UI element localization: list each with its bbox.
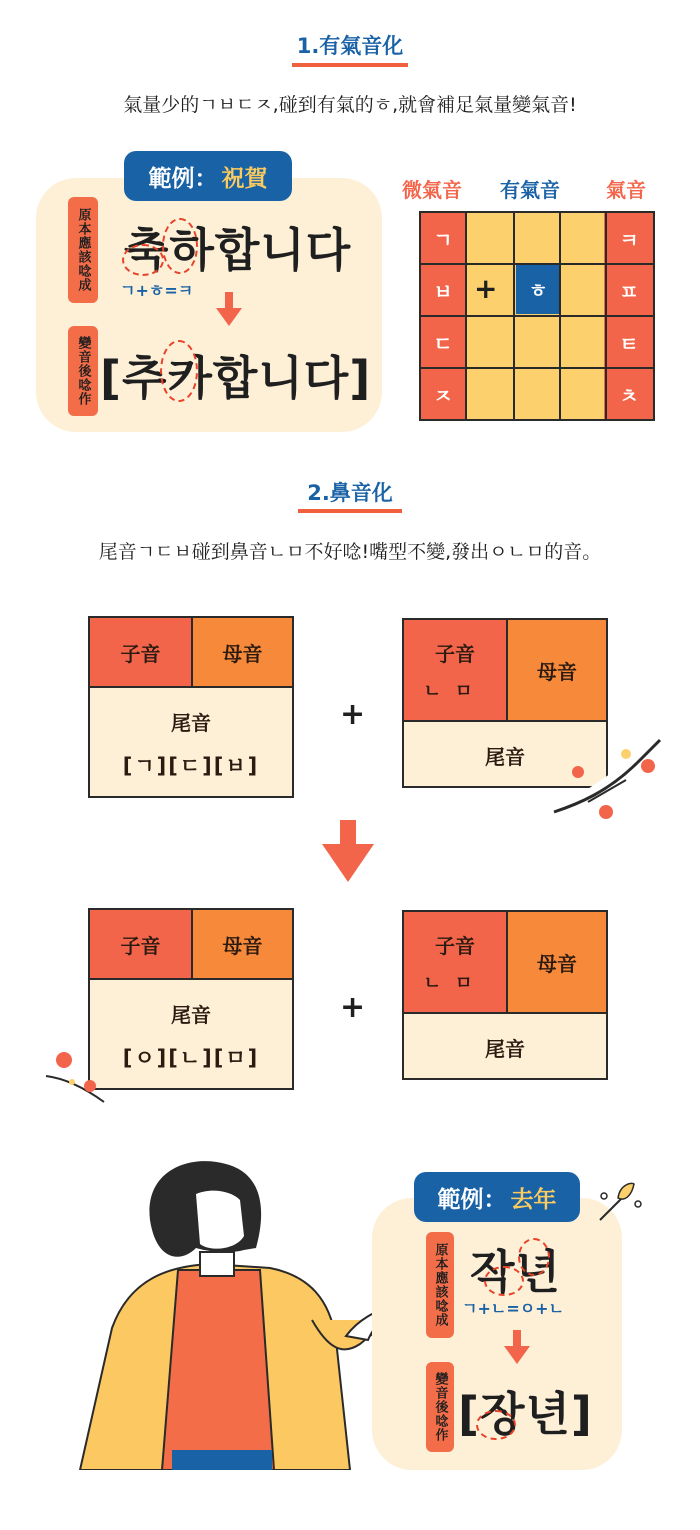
original-pronunciation-tag: 原本應該唸成	[68, 197, 98, 303]
highlight-final-g	[484, 1266, 524, 1296]
changed-syllable-1: 장	[480, 1387, 526, 1441]
example-badge-label: 範例：	[437, 1186, 507, 1213]
consonant-cell: 子音	[88, 616, 193, 688]
grid-weak-0: ㄱ	[433, 227, 453, 252]
nasal-consonants: ㄴㅁ	[423, 680, 487, 702]
grid-weak-letters	[420, 212, 466, 420]
grid-header-has: 有氣音	[500, 178, 560, 202]
section1-description: 氣量少的ㄱㅂㄷㅈ,碰到有氣的ㅎ,就會補足氣量變氣音!	[123, 94, 577, 116]
section2-underline	[298, 509, 402, 513]
blossom-icon	[42, 1042, 112, 1108]
highlight-final-g	[122, 244, 164, 276]
changed-pronunciation-tag: 變音後唸作	[68, 326, 98, 416]
original-syllable-1: 축	[124, 223, 170, 277]
consonant-cell-nasal	[402, 910, 508, 1014]
consonant-cell-nasal	[402, 618, 508, 722]
final-label: 尾音	[485, 1036, 525, 1061]
original-pronunciation-tag: 原本應該唸成	[426, 1232, 454, 1338]
consonant-label: 子音	[435, 641, 475, 666]
highlight-initial-n	[518, 1238, 550, 1276]
final-label: 尾音	[171, 1002, 211, 1027]
consonant-label: 子音	[435, 933, 475, 958]
arrow-down-icon	[502, 1328, 532, 1368]
blossom-branch-icon	[548, 732, 672, 822]
final-cell	[88, 688, 294, 798]
changed-word	[458, 1378, 593, 1444]
highlight-changed-k	[160, 340, 198, 402]
vowel-cell: 母音	[506, 618, 608, 722]
plus-sign-2: +	[340, 990, 366, 1025]
final-consonants-after: [ㅇ][ㄴ][ㅁ]	[122, 1045, 260, 1070]
plus-sign-1: +	[340, 697, 366, 732]
grid-aspirated-1: ㅍ	[619, 279, 639, 304]
section1-title: 1.有氣音化	[296, 34, 404, 58]
bracket-open: [	[100, 351, 123, 405]
original-syllable-rest: 합니다	[214, 223, 352, 277]
changed-syllable-rest: 합니다	[212, 351, 350, 405]
final-label: 尾音	[485, 744, 525, 769]
leaf-branch-icon	[596, 1180, 646, 1224]
formula-congrats: ㄱ+ㅎ=ㅋ	[120, 281, 194, 300]
example-badge-congrats	[124, 151, 292, 201]
grid-aspirated-0: ㅋ	[619, 227, 639, 252]
grid-aspirated-2: ㅌ	[619, 331, 639, 356]
changed-syllable-2: 년	[525, 1387, 571, 1441]
changed-pronunciation-tag: 變音後唸作	[426, 1362, 454, 1452]
final-cell	[88, 980, 294, 1090]
woman-illustration	[60, 1160, 400, 1470]
grid-weak-1: ㅂ	[433, 279, 453, 304]
highlight-changed-ng	[476, 1410, 516, 1440]
grid-header-aspirated: 氣音	[606, 178, 646, 202]
grid-h-letter: ㅎ	[528, 279, 548, 302]
bracket-close: ]	[349, 351, 372, 405]
bracket-open: [	[458, 1387, 481, 1441]
grid-header-weak: 微氣音	[402, 178, 462, 202]
changed-syllable-1: 추	[122, 351, 168, 405]
consonant-cell: 子音	[88, 908, 193, 980]
section1-underline	[292, 63, 408, 67]
final-label: 尾音	[171, 710, 211, 735]
vowel-cell: 母音	[191, 616, 294, 688]
grid-weak-2: ㄷ	[433, 331, 453, 356]
vowel-cell: 母音	[506, 910, 608, 1014]
example-badge-word: 祝賀	[221, 165, 268, 192]
highlight-initial-h	[162, 218, 198, 274]
section2-title: 2.鼻音化	[307, 481, 393, 505]
example-badge-last-year	[414, 1172, 580, 1222]
bracket-close: ]	[570, 1387, 593, 1441]
example-badge-word: 去年	[510, 1186, 557, 1213]
changed-syllable-2: 카	[167, 351, 213, 405]
vowel-cell: 母音	[191, 908, 294, 980]
example-badge-label: 範例：	[148, 165, 218, 192]
grid-aspirated-letters	[606, 212, 652, 420]
nasal-consonants: ㄴㅁ	[423, 972, 487, 994]
section2-description: 尾音ㄱㄷㅂ碰到鼻音ㄴㅁ不好唸!嘴型不變,發出ㅇㄴㅁ的音。	[98, 541, 602, 563]
final-consonants-before: [ㄱ][ㄷ][ㅂ]	[122, 753, 260, 778]
grid-weak-3: ㅈ	[433, 383, 453, 408]
original-syllable-1: 작	[470, 1245, 516, 1299]
final-cell	[402, 1014, 608, 1080]
original-syllable-2: 년	[515, 1245, 561, 1299]
formula-last-year: ㄱ+ㄴ=ㅇ+ㄴ	[462, 1299, 565, 1318]
grid-aspirated-3: ㅊ	[619, 383, 639, 408]
original-syllable-2: 하	[169, 223, 215, 277]
arrow-down-icon	[214, 290, 244, 330]
changed-word	[100, 342, 371, 408]
grid-plus: +	[474, 272, 498, 305]
big-arrow-down-icon	[322, 820, 374, 884]
